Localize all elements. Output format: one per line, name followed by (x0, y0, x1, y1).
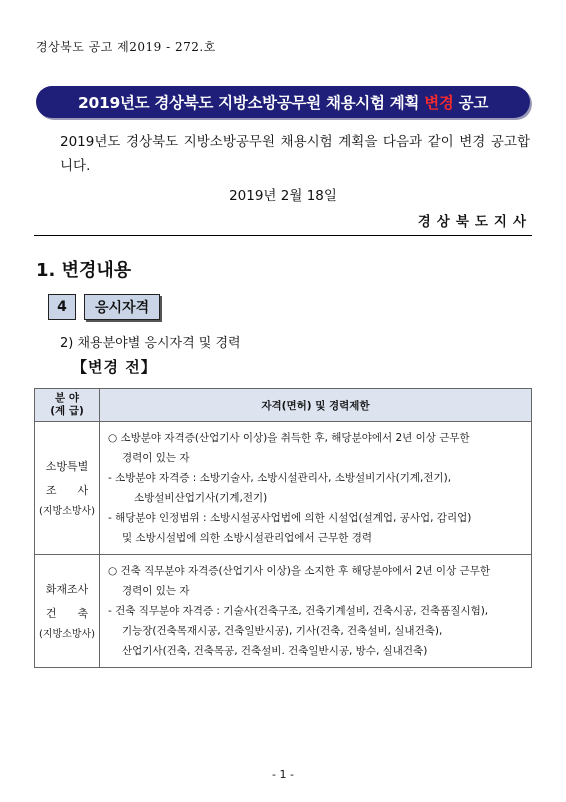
title-banner (36, 86, 530, 118)
subsection-number: 4 (48, 294, 76, 320)
table-header-row (35, 389, 532, 422)
subsection-label: 응시자격 (84, 294, 160, 320)
item-heading: 2) 채용분야별 응시자격 및 경력 (60, 336, 241, 351)
notice-number: 경상북도 공고 제2019 - 272.호 (36, 40, 216, 54)
table-row (35, 555, 532, 668)
qualification-table (34, 388, 532, 668)
field-cell: 화재조사 건 축 (지방소방사) (35, 555, 100, 668)
divider (34, 235, 532, 236)
qualification-cell: ○ 건축 직무분야 자격증(산업기사 이상)을 소지한 후 해당분야에서 2년 이상 근무한 경력이 있는 자 - 건축 직무분야 자격증 : 기술사(건축구조, 건축기계설비, 건축시공, 건축품질시험), 기능장(건축목재시공, 건축일반시공), 기사(건축, 건축설비, 실내건축), 산업기사(건축, 건축목공, 건축설비. 건축일반시공, 방수, 실내건축) (100, 555, 532, 668)
page-number: - 1 - (272, 768, 294, 781)
notice-date: 2019년 2월 18일 (229, 188, 337, 204)
table-row (35, 422, 532, 555)
issuer-name: 경상북도지사 (417, 214, 532, 230)
field-cell: 소방특별 조 사 (지방소방사) (35, 422, 100, 555)
intro-paragraph: 2019년도 경상북도 지방소방공무원 채용시험 계획을 다음과 같이 변경 공고합니다. (60, 134, 530, 174)
title-text: 2019년도 경상북도 지방소방공무원 채용시험 계획 변경 공고 (77, 94, 489, 112)
subsection-heading (48, 294, 160, 320)
header-field: 분 야 (계 급) (35, 389, 100, 422)
header-qualification: 자격(면허) 및 경력제한 (100, 389, 532, 422)
title-highlight: 변경 (424, 94, 454, 112)
qualification-cell: ○ 소방분야 자격증(산업기사 이상)을 취득한 후, 해당분야에서 2년 이상 근무한 경력이 있는 자 - 소방분야 자격증 : 소방기술사, 소방시설관리사, 소방설비기사(기계,전기), 소방설비산업기사(기계,전기) - 해당분야 인정범위 : 소방시설공사업법에 의한 시설업(설계업, 공사업, 감리업) 및 소방시설법에 의한 소방시설관리업에서 근무한 경력 (100, 422, 532, 555)
before-change-label: 【변경 전】 (72, 358, 157, 376)
section-heading: 1. 변경내용 (36, 260, 132, 281)
